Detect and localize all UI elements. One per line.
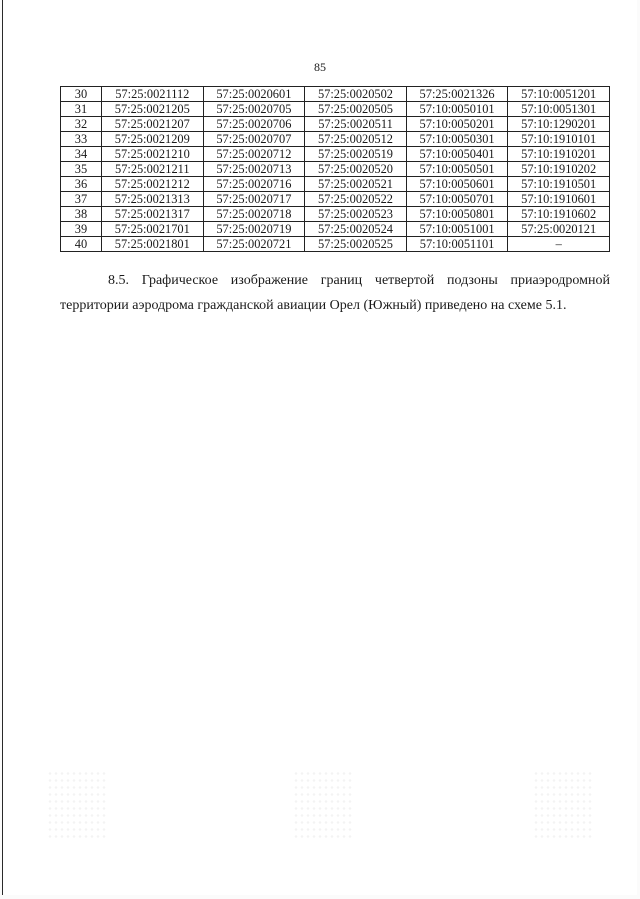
scan-artifact — [533, 770, 593, 840]
cadastral-number-cell: 57:10:0050701 — [406, 192, 508, 207]
cadastral-number-cell: 57:25:0020718 — [203, 207, 305, 222]
cadastral-number-cell: 57:25:0021210 — [102, 147, 204, 162]
scan-artifact — [293, 770, 353, 840]
cadastral-number-cell: 57:10:1910602 — [508, 207, 610, 222]
cadastral-number-cell: 57:25:0021326 — [406, 87, 508, 102]
row-number-cell: 38 — [61, 207, 102, 222]
cadastral-number-cell: 57:25:0020706 — [203, 117, 305, 132]
page-number: 85 — [314, 60, 326, 74]
table-row — [61, 102, 610, 117]
table-row — [61, 207, 610, 222]
cadastral-number-cell: 57:10:0050501 — [406, 162, 508, 177]
table-row — [61, 132, 610, 147]
cadastral-number-cell: 57:10:0050601 — [406, 177, 508, 192]
row-number-cell: 36 — [61, 177, 102, 192]
cadastral-number-cell: 57:25:0021207 — [102, 117, 204, 132]
table-row — [61, 87, 610, 102]
cadastral-number-cell: 57:25:0020512 — [305, 132, 407, 147]
document-page — [2, 0, 637, 895]
cadastral-number-cell: 57:25:0020522 — [305, 192, 407, 207]
cadastral-number-cell: 57:10:0051001 — [406, 222, 508, 237]
cadastral-number-cell: 57:10:1910601 — [508, 192, 610, 207]
cadastral-number-cell: 57:25:0020505 — [305, 102, 407, 117]
table-row — [61, 177, 610, 192]
cadastral-number-cell: 57:25:0020712 — [203, 147, 305, 162]
cadastral-number-cell: 57:10:0050801 — [406, 207, 508, 222]
scan-artifact — [47, 770, 107, 840]
row-number-cell: 30 — [61, 87, 102, 102]
table-row — [61, 117, 610, 132]
cadastral-number-cell: 57:25:0020502 — [305, 87, 407, 102]
cadastral-number-cell: 57:25:0020524 — [305, 222, 407, 237]
cadastral-number-cell: 57:10:0050301 — [406, 132, 508, 147]
row-number-cell: 32 — [61, 117, 102, 132]
cadastral-number-cell: 57:10:1910202 — [508, 162, 610, 177]
cadastral-number-cell: 57:25:0020716 — [203, 177, 305, 192]
table-body — [61, 87, 610, 252]
cadastral-number-cell: 57:25:0021313 — [102, 192, 204, 207]
cadastral-number-cell: 57:10:1910201 — [508, 147, 610, 162]
cadastral-number-cell: 57:10:0050101 — [406, 102, 508, 117]
cadastral-number-cell: 57:25:0020519 — [305, 147, 407, 162]
cadastral-number-cell: 57:25:0020525 — [305, 237, 407, 252]
cadastral-number-cell: 57:25:0021211 — [102, 162, 204, 177]
body-paragraph: 8.5. Графическое изображение границ четвертой подзоны приаэродромной территории аэродрома гражданской авиации Орел (Южный) приведено на схеме 5.1. — [60, 273, 610, 313]
cadastral-number-cell: – — [508, 237, 610, 252]
table-row — [61, 222, 610, 237]
cadastral-number-cell: 57:25:0021701 — [102, 222, 204, 237]
row-number-cell: 35 — [61, 162, 102, 177]
row-number-cell: 39 — [61, 222, 102, 237]
cadastral-number-cell: 57:10:0050201 — [406, 117, 508, 132]
cadastral-number-cell: 57:25:0020121 — [508, 222, 610, 237]
cadastral-number-cell: 57:25:0020707 — [203, 132, 305, 147]
cadastral-number-cell: 57:25:0020705 — [203, 102, 305, 117]
row-number-cell: 31 — [61, 102, 102, 117]
cadastral-number-cell: 57:10:0051201 — [508, 87, 610, 102]
table-row — [61, 237, 610, 252]
cadastral-number-cell: 57:25:0021209 — [102, 132, 204, 147]
cadastral-number-cell: 57:25:0020713 — [203, 162, 305, 177]
cadastral-number-cell: 57:25:0020520 — [305, 162, 407, 177]
cadastral-number-cell: 57:25:0020717 — [203, 192, 305, 207]
cadastral-numbers-table — [60, 86, 610, 252]
cadastral-number-cell: 57:10:1290201 — [508, 117, 610, 132]
cadastral-number-cell: 57:10:1910101 — [508, 132, 610, 147]
row-number-cell: 40 — [61, 237, 102, 252]
cadastral-number-cell: 57:25:0020511 — [305, 117, 407, 132]
cadastral-number-cell: 57:25:0021112 — [102, 87, 204, 102]
cadastral-number-cell: 57:10:0051101 — [406, 237, 508, 252]
cadastral-number-cell: 57:10:1910501 — [508, 177, 610, 192]
cadastral-number-cell: 57:25:0021212 — [102, 177, 204, 192]
cadastral-number-cell: 57:25:0021205 — [102, 102, 204, 117]
row-number-cell: 34 — [61, 147, 102, 162]
row-number-cell: 37 — [61, 192, 102, 207]
cadastral-number-cell: 57:25:0020721 — [203, 237, 305, 252]
cadastral-number-cell: 57:25:0020523 — [305, 207, 407, 222]
cadastral-number-cell: 57:25:0020601 — [203, 87, 305, 102]
cadastral-number-cell: 57:25:0020719 — [203, 222, 305, 237]
cadastral-number-cell: 57:25:0020521 — [305, 177, 407, 192]
table-row — [61, 147, 610, 162]
table-row — [61, 162, 610, 177]
cadastral-number-cell: 57:10:0050401 — [406, 147, 508, 162]
table-row — [61, 192, 610, 207]
cadastral-number-cell: 57:25:0021801 — [102, 237, 204, 252]
cadastral-number-cell: 57:25:0021317 — [102, 207, 204, 222]
row-number-cell: 33 — [61, 132, 102, 147]
cadastral-number-cell: 57:10:0051301 — [508, 102, 610, 117]
